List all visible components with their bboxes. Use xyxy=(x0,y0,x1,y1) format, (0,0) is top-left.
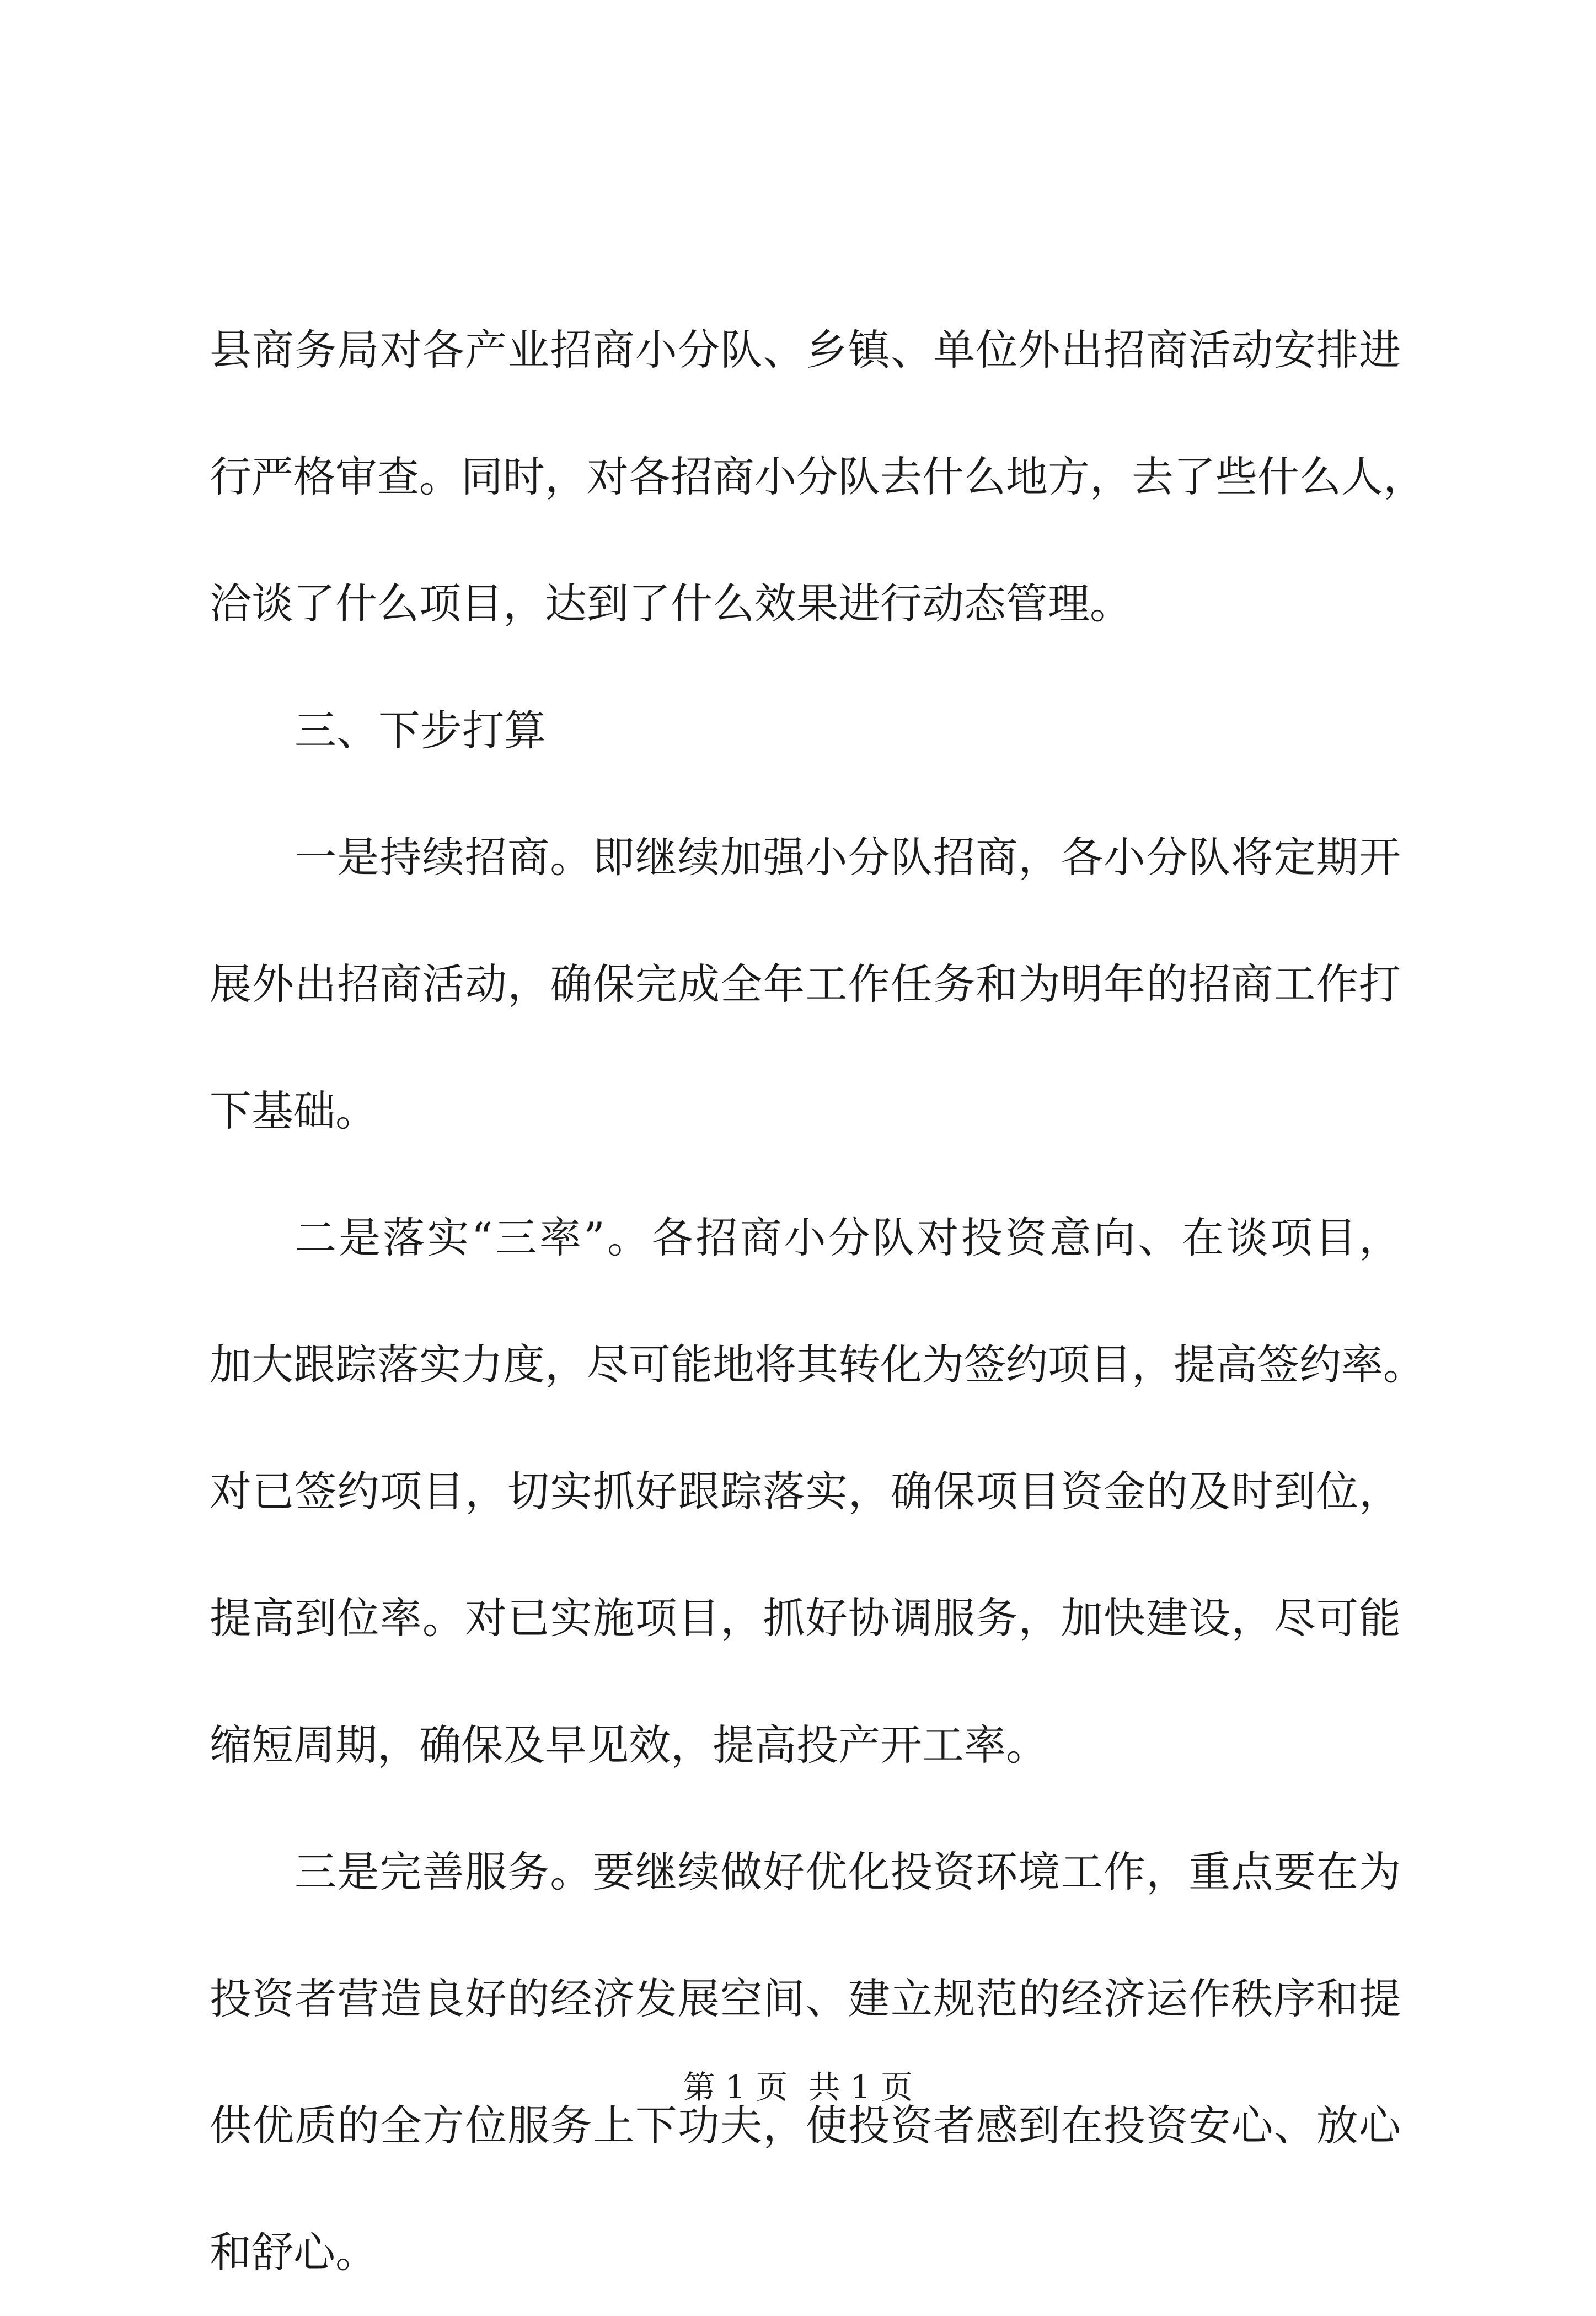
body-text xyxy=(210,287,1425,2316)
text-line: 县商务局对各产业招商小分队、乡镇、单位外出招商活动安排进 xyxy=(210,325,1401,374)
text-line: 提高到位率。对已实施项目，抓好协调服务，加快建设，尽可能 xyxy=(210,1594,1401,1643)
text-line: 一是持续招商。即继续加强小分队招商，各小分队将定期开 xyxy=(294,833,1401,882)
text-line: 和舒心。 xyxy=(210,2228,377,2277)
text-line: 洽谈了什么项目，达到了什么效果进行动态管理。 xyxy=(210,579,1132,628)
text-line: 行严格审查。同时，对各招商小分队去什么地方，去了些什么人， xyxy=(210,452,1425,501)
text-line: 投资者营造良好的经济发展空间、建立规范的经济运作秩序和提 xyxy=(210,1974,1401,2023)
text-line: 缩短周期，确保及早见效，提高投产开工率。 xyxy=(210,1720,1048,1770)
text-line: 二是落实“三率”。各招商小分队对投资意向、在谈项目， xyxy=(294,1213,1401,1262)
page-footer xyxy=(0,2065,1596,2109)
text-line: 下基础。 xyxy=(210,1086,377,1135)
text-line: 对已签约项目，切实抓好跟踪落实，确保项目资金的及时到位， xyxy=(210,1467,1401,1516)
text-line: 展外出招商活动，确保完成全年工作任务和为明年的招商工作打 xyxy=(210,959,1401,1009)
section-heading: 三、下步打算 xyxy=(294,706,546,755)
text-line: 供优质的全方位服务上下功夫，使投资者感到在投资安心、放心 xyxy=(210,2101,1401,2150)
text-line: 三是完善服务。要继续做好优化投资环境工作，重点要在为 xyxy=(294,1847,1401,1896)
text-line: 加大跟踪落实力度，尽可能地将其转化为签约项目，提高签约率。 xyxy=(210,1340,1425,1389)
page-number: 第 1 页 共 1 页 xyxy=(683,2068,913,2106)
